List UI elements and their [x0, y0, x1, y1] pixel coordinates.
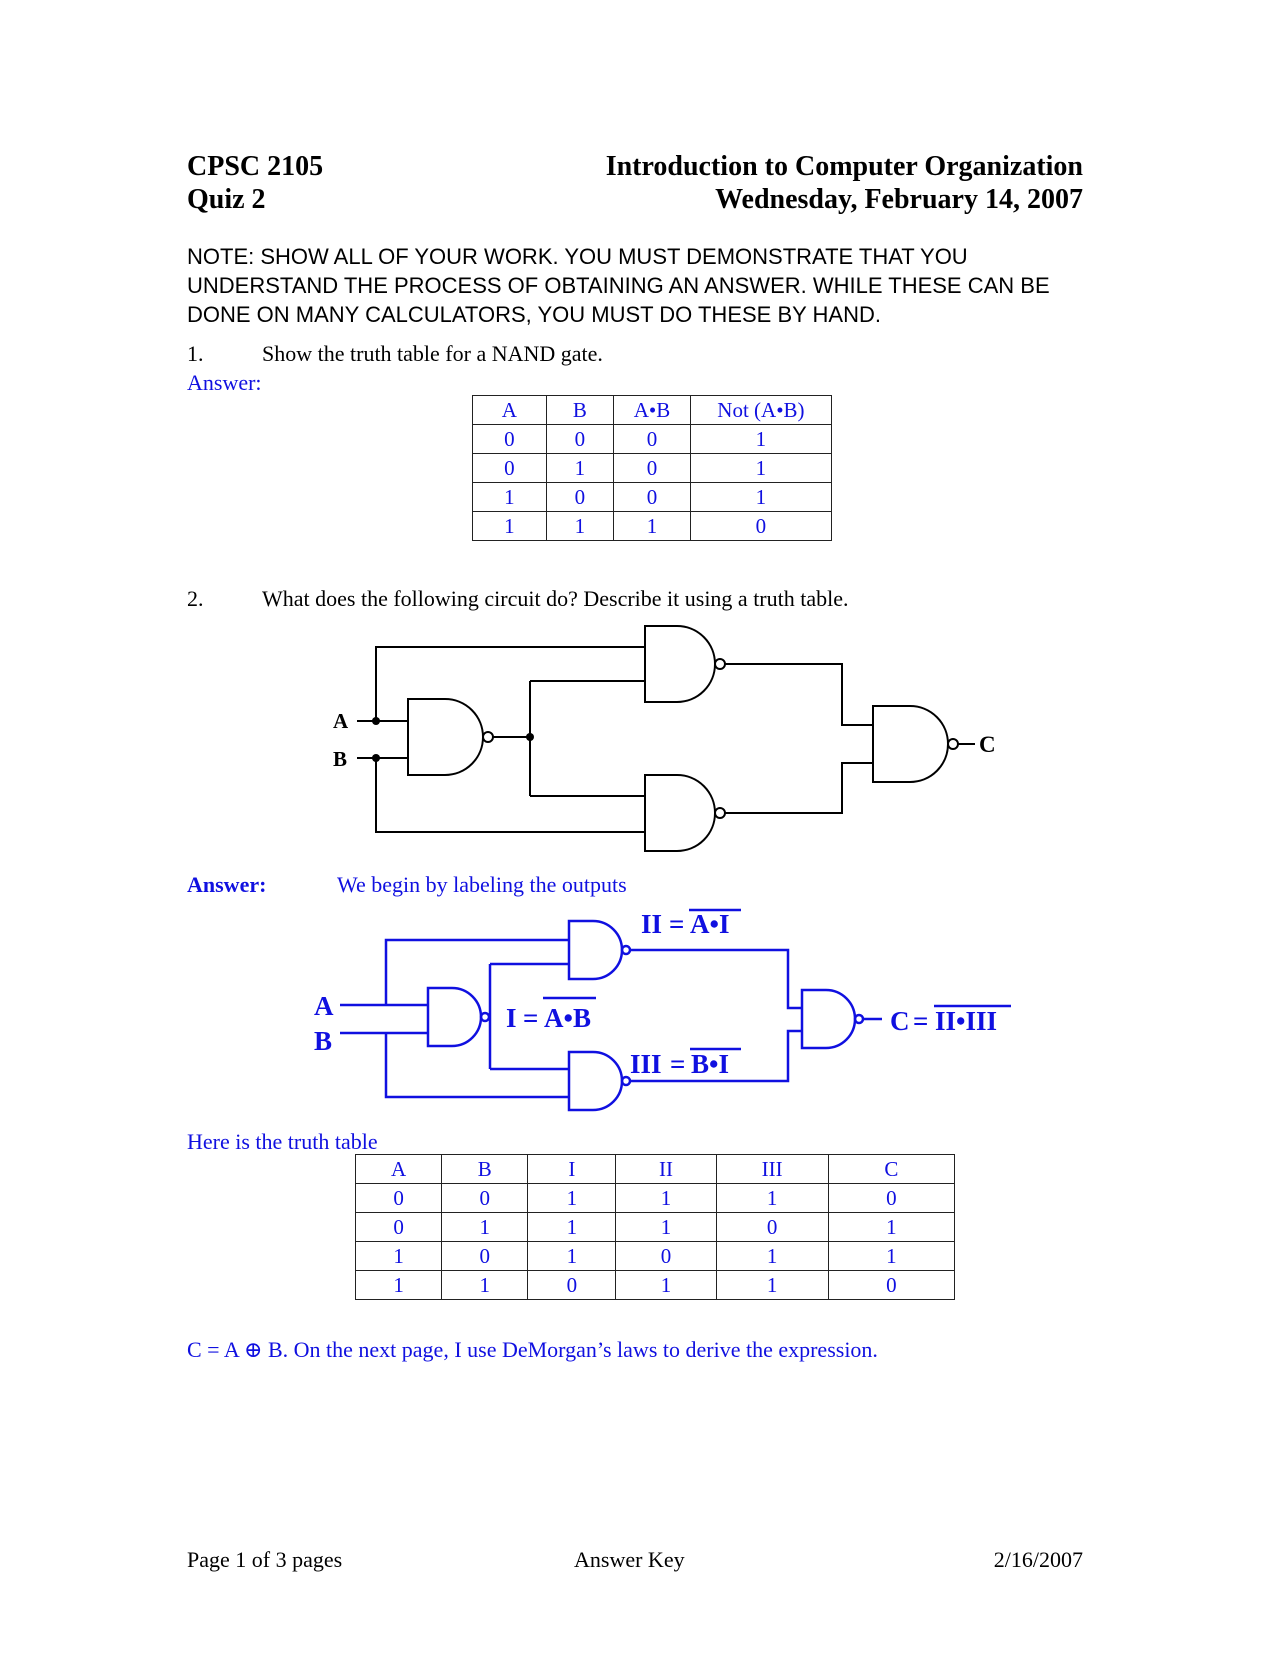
table-cell: 0 [614, 425, 691, 454]
table-cell: 1 [546, 512, 614, 541]
label-c-lhs: C [890, 1006, 910, 1036]
table-cell: 1 [690, 425, 831, 454]
table-cell: 1 [356, 1242, 442, 1271]
q2-number: 2. [187, 586, 204, 611]
table-header-cell: A [356, 1155, 442, 1184]
quiz-number: Quiz 2 [187, 184, 266, 215]
table-intro: Here is the truth table [187, 1129, 378, 1154]
q1-answer-label: Answer: [187, 370, 262, 395]
table-cell: 1 [473, 512, 547, 541]
table-row [356, 1271, 955, 1300]
labeled-gate-3 [569, 1052, 622, 1110]
table-cell: 0 [356, 1213, 442, 1242]
table-cell: 1 [716, 1184, 828, 1213]
labeled-input-a: A [314, 991, 334, 1021]
labeled-wire-a-top [386, 940, 569, 1005]
table-header-cell: Not (A•B) [690, 396, 831, 425]
table-cell: 0 [616, 1242, 716, 1271]
table-header-cell: A•B [614, 396, 691, 425]
footer-center: Answer Key [574, 1547, 685, 1572]
label-c-eq: = [913, 1006, 929, 1036]
q2-answer-label: Answer: [187, 872, 267, 897]
table-cell: 0 [716, 1213, 828, 1242]
table-cell: 1 [716, 1242, 828, 1271]
table-cell: 0 [442, 1242, 528, 1271]
labeled-gate-1 [428, 988, 481, 1046]
table-cell: 1 [528, 1242, 616, 1271]
input-a-label: A [333, 709, 349, 733]
circuit-truth-table [355, 1154, 955, 1300]
table-cell: 0 [828, 1184, 954, 1213]
table-cell: 1 [614, 512, 691, 541]
course-title: Introduction to Computer Organization [605, 151, 1083, 182]
quiz-date: Wednesday, February 14, 2007 [715, 184, 1083, 215]
labeled-input-b: B [314, 1026, 333, 1056]
table-cell: 0 [690, 512, 831, 541]
table-cell: 1 [528, 1213, 616, 1242]
q2-conclusion: C = A ⊕ B. On the next page, I use DeMorgan’s laws to derive the expression. [187, 1337, 878, 1362]
output-c-label: C [979, 732, 996, 757]
q2-answer-intro: We begin by labeling the outputs [337, 872, 627, 897]
labeled-bubble-2 [622, 946, 630, 954]
table-cell: 0 [473, 454, 547, 483]
table-row [356, 1213, 955, 1242]
table-cell: 1 [828, 1213, 954, 1242]
label-i-eq: = [523, 1003, 539, 1033]
labeled-gate-2 [569, 921, 622, 979]
labeled-wire-ii [630, 950, 802, 1008]
label-iii-rhs: B•I [691, 1049, 729, 1079]
table-cell: 0 [473, 425, 547, 454]
table-header-cell: B [546, 396, 614, 425]
table-cell: 1 [690, 483, 831, 512]
instructions-note: NOTE: SHOW ALL OF YOUR WORK. YOU MUST DEMONSTRATE THAT YOU UNDERSTAND THE PROCESS OF OBTAINING AN ANSWER. WHILE THESE CAN BE DONE ON MANY CALCULATORS, YOU MUST DO THESE BY HAND. [187, 244, 1050, 327]
labeled-bubble-3 [622, 1077, 630, 1085]
course-code: CPSC 2105 [187, 151, 324, 182]
table-cell: 1 [616, 1184, 716, 1213]
label-iii-lhs: III [630, 1049, 662, 1079]
labeled-bubble-4 [855, 1015, 863, 1023]
footer-date: 2/16/2007 [993, 1547, 1083, 1572]
table-cell: 0 [356, 1184, 442, 1213]
table-cell: 1 [356, 1271, 442, 1300]
table-cell: 1 [690, 454, 831, 483]
table-cell: 1 [616, 1271, 716, 1300]
table-cell: 1 [442, 1271, 528, 1300]
label-c-rhs: II•III [935, 1006, 997, 1036]
footer-page: Page 1 of 3 pages [187, 1547, 343, 1572]
table-cell: 0 [442, 1184, 528, 1213]
table-header-cell: C [828, 1155, 954, 1184]
labeled-wire-b-bottom [386, 1033, 569, 1097]
labeled-gate-4 [802, 990, 855, 1048]
label-ii-lhs: II [641, 909, 663, 939]
label-ii-eq: = [669, 909, 685, 939]
table-cell: 0 [546, 483, 614, 512]
q1-text: Show the truth table for a NAND gate. [262, 341, 603, 366]
input-b-label: B [333, 747, 348, 771]
table-cell: 0 [528, 1271, 616, 1300]
table-cell: 0 [614, 483, 691, 512]
q2-text: What does the following circuit do? Describe it using a truth table. [262, 586, 849, 611]
table-cell: 1 [473, 483, 547, 512]
table-header-cell: B [442, 1155, 528, 1184]
table-cell: 1 [546, 454, 614, 483]
table-cell: 1 [716, 1271, 828, 1300]
table-cell: 1 [616, 1213, 716, 1242]
table-row [356, 1242, 955, 1271]
labeled-bubble-1 [481, 1013, 489, 1021]
table-row [356, 1184, 955, 1213]
table-cell: 0 [614, 454, 691, 483]
table-cell: 1 [528, 1184, 616, 1213]
label-iii-eq: = [670, 1049, 686, 1079]
table-cell: 0 [828, 1271, 954, 1300]
table-header-row [356, 1155, 955, 1184]
label-i-rhs: A•B [544, 1003, 591, 1033]
table-header-cell: II [616, 1155, 716, 1184]
table-header-cell: III [716, 1155, 828, 1184]
table-cell: 0 [546, 425, 614, 454]
table-header-cell: A [473, 396, 547, 425]
q1-number: 1. [187, 341, 204, 366]
table-cell: 1 [828, 1242, 954, 1271]
label-ii-rhs: A•I [690, 909, 730, 939]
table-cell: 1 [442, 1213, 528, 1242]
table-header-cell: I [528, 1155, 616, 1184]
label-i-lhs: I [506, 1003, 517, 1033]
